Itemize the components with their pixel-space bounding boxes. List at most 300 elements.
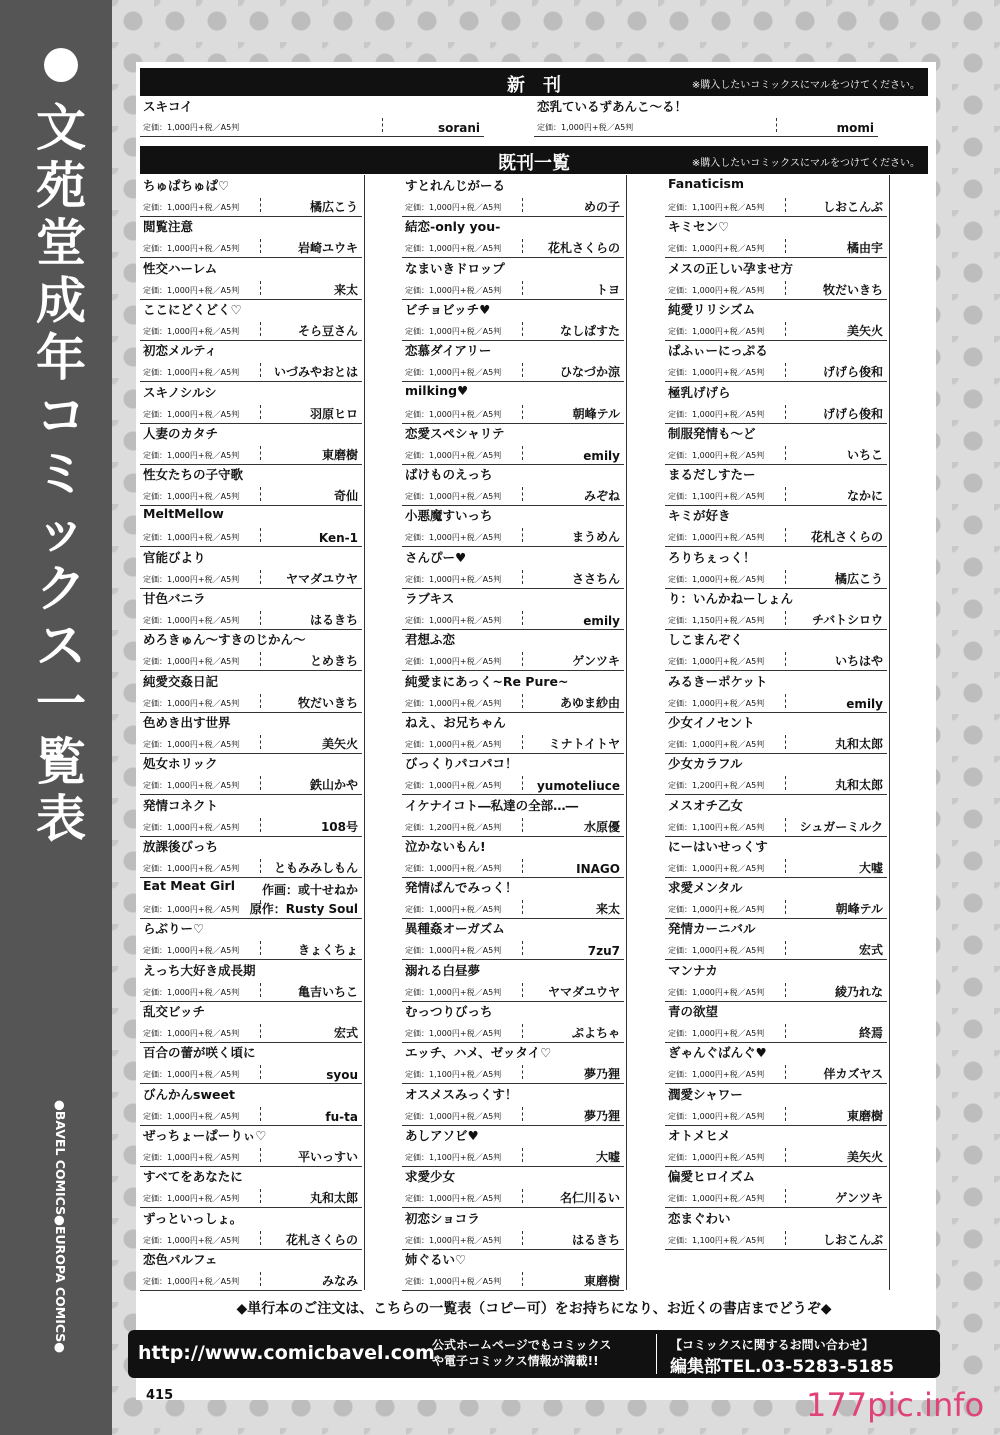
- sidebar-title-char: ミ: [36, 444, 86, 503]
- book-price: 定価：1,000円+税／A5判: [143, 740, 240, 749]
- book-title: ラブキス: [405, 591, 455, 606]
- price-author-divider: [522, 322, 523, 337]
- price-author-divider: [785, 281, 786, 296]
- book-price: 定価：1,200円+税／A5判: [405, 823, 502, 832]
- book-title: ねえ、お兄ちゃん: [405, 715, 506, 730]
- price-author-divider: [260, 487, 261, 502]
- book-entry: [534, 96, 878, 137]
- price-author-divider: [785, 900, 786, 915]
- book-author: 橘広こう: [309, 200, 358, 214]
- book-entry: [665, 1166, 887, 1208]
- price-author-divider: [260, 528, 261, 543]
- book-price: 定価：1,000円+税／A5判: [668, 864, 765, 873]
- book-title: り：いんかねーしょん: [668, 591, 794, 606]
- book-entry: [665, 1001, 887, 1043]
- book-author: 東磨樹: [583, 1274, 620, 1288]
- book-title: メスオチ乙女: [668, 798, 744, 813]
- book-title: 乱交ビッチ: [143, 1004, 206, 1019]
- book-entry: [140, 258, 362, 300]
- book-entry: [665, 299, 887, 341]
- book-entry: [665, 216, 887, 258]
- book-entry: [140, 629, 362, 671]
- book-price: 定価：1,000円+税／A5判: [668, 410, 765, 419]
- price-author-divider: [522, 818, 523, 833]
- price-author-divider: [785, 1231, 786, 1246]
- footer-info-line2: や電子コミックス情報が満載!!: [432, 1354, 599, 1368]
- backlist-title: 既刊一覧: [498, 153, 570, 174]
- book-author: ゲンツキ: [835, 1191, 883, 1205]
- book-entry: [402, 1042, 624, 1084]
- book-price: 定価：1,150円+税／A5判: [668, 616, 765, 625]
- book-price: 定価：1,000円+税／A5判: [143, 1112, 240, 1121]
- book-price: 定価：1,000円+税／A5判: [143, 1153, 240, 1162]
- book-author: 丸和太郎: [309, 1191, 358, 1205]
- price-author-divider: [522, 1024, 523, 1039]
- book-author: 宏式: [333, 1026, 358, 1040]
- book-price: 定価：1,000円+税／A5判: [143, 657, 240, 666]
- book-title: しこまんぞく: [668, 632, 744, 647]
- book-author-original: 原作：Rusty Soul: [249, 902, 358, 916]
- book-author: emily: [583, 449, 620, 463]
- sidebar-title-char: 文: [36, 99, 86, 157]
- book-author: チバトシロウ: [811, 613, 883, 627]
- book-price: 定価：1,000円+税／A5判: [143, 492, 240, 501]
- book-title: 純愛まにあっく~Re Pure~: [405, 674, 569, 689]
- book-entry: [665, 505, 887, 547]
- book-title: めろきゅん～すきのじかん～: [143, 632, 306, 647]
- book-author: 美矢火: [846, 324, 883, 338]
- price-author-divider: [785, 239, 786, 254]
- book-author: 来太: [333, 283, 358, 297]
- book-author: げげら俊和: [822, 407, 883, 421]
- book-author: 宏式: [858, 943, 883, 957]
- price-author-divider: [522, 694, 523, 709]
- book-author: 7zu7: [587, 944, 620, 958]
- price-author-divider: [260, 446, 261, 461]
- price-author-divider: [785, 322, 786, 337]
- book-author: シュガーミルク: [799, 820, 883, 834]
- book-author: 橘由宇: [846, 241, 883, 255]
- book-title: えっち大好き成長期: [143, 963, 256, 978]
- book-title: 人妻のカタチ: [143, 426, 219, 441]
- book-title: スキノシルシ: [143, 385, 217, 400]
- backlist-header: [140, 146, 928, 174]
- book-price: 定価：1,000円+税／A5判: [405, 905, 502, 914]
- price-author-divider: [260, 322, 261, 337]
- book-author: あゆま紗由: [559, 696, 620, 710]
- book-title: 潤愛シャワー: [668, 1087, 743, 1102]
- book-entry: [402, 753, 624, 795]
- book-title: 甘色バニラ: [143, 591, 206, 606]
- book-title: らぶりー♡: [143, 921, 205, 936]
- book-author: fu-ta: [325, 1110, 358, 1124]
- book-entry: [402, 1249, 624, 1291]
- book-entry: [665, 1042, 887, 1084]
- book-title: にーはいせっくす: [668, 839, 768, 854]
- page-number: 415: [146, 1388, 174, 1403]
- book-title: 色めき出す世界: [143, 715, 231, 730]
- price-author-divider: [785, 1024, 786, 1039]
- book-price: 定価：1,000円+税／A5判: [668, 988, 765, 997]
- book-author: 丸和太郎: [834, 737, 883, 751]
- price-author-divider: [785, 198, 786, 213]
- book-entry: [402, 712, 624, 754]
- book-author: ヤマダユウヤ: [285, 572, 358, 586]
- book-entry: [140, 175, 362, 217]
- book-author: 奇仙: [333, 489, 358, 503]
- book-title: 恋慕ダイアリー: [405, 343, 492, 358]
- book-price: 定価：1,000円+税／A5判: [405, 410, 502, 419]
- book-price: 定価：1,000円+税／A5判: [537, 123, 634, 132]
- book-entry: [665, 423, 887, 465]
- book-entry: [140, 96, 484, 137]
- book-author: INAGO: [576, 862, 620, 876]
- book-price: 定価：1,000円+税／A5判: [405, 864, 502, 873]
- price-author-divider: [260, 363, 261, 378]
- book-title: みるきーポケット: [668, 674, 768, 689]
- price-author-divider: [522, 446, 523, 461]
- book-price: 定価：1,000円+税／A5判: [668, 1112, 765, 1121]
- book-title: ろりちぇっく！: [668, 550, 756, 565]
- book-title: ずっといっしょ。: [143, 1211, 243, 1226]
- price-author-divider: [522, 363, 523, 378]
- book-author: momi: [836, 121, 874, 135]
- book-title: 少女カラフル: [668, 756, 743, 771]
- book-title: ぜっちょーぱーりぃ♡: [143, 1128, 267, 1143]
- price-author-divider: [522, 405, 523, 420]
- book-price: 定価：1,000円+税／A5判: [143, 286, 240, 295]
- book-price: 定価：1,000円+税／A5判: [143, 864, 240, 873]
- book-title: 官能びより: [143, 550, 206, 565]
- book-price: 定価：1,100円+税／A5判: [668, 492, 765, 501]
- price-author-divider: [260, 818, 261, 833]
- book-title: 少女イノセント: [668, 715, 755, 730]
- book-entry: [140, 877, 362, 919]
- book-title: すとれんじがーる: [405, 178, 506, 193]
- book-author: 108号: [320, 820, 358, 834]
- new-releases-header: [140, 68, 928, 96]
- book-price: 定価：1,000円+税／A5判: [668, 1194, 765, 1203]
- book-title: 純愛交姦日記: [143, 674, 219, 689]
- watermark: 177pic.info: [806, 1386, 985, 1424]
- book-price: 定価：1,000円+税／A5判: [405, 327, 502, 336]
- book-entry: [402, 588, 624, 630]
- price-author-divider: [785, 487, 786, 502]
- price-author-divider: [260, 1272, 261, 1287]
- book-price: 定価：1,100円+税／A5判: [405, 1153, 502, 1162]
- book-price: 定価：1,000円+税／A5判: [668, 244, 765, 253]
- book-author: いちはや: [834, 654, 883, 668]
- book-entry: [402, 795, 624, 837]
- book-price: 定価：1,000円+税／A5判: [405, 492, 502, 501]
- book-price: 定価：1,000円+税／A5判: [668, 1029, 765, 1038]
- book-price: 定価：1,000円+税／A5判: [143, 327, 240, 336]
- book-price: 定価：1,100円+税／A5判: [668, 823, 765, 832]
- book-author: 岩崎ユウキ: [297, 241, 358, 255]
- sidebar-title-char: 一: [36, 674, 86, 733]
- book-entry: [140, 671, 362, 713]
- sidebar-title-char: 成: [36, 271, 86, 330]
- column-divider: [626, 175, 627, 1290]
- book-entry: [140, 547, 362, 589]
- book-entry: [402, 340, 624, 382]
- book-price: 定価：1,000円+税／A5判: [405, 946, 502, 955]
- book-author: emily: [846, 697, 883, 711]
- price-author-divider: [522, 1065, 523, 1080]
- book-entry: [402, 918, 624, 960]
- book-author: syou: [326, 1068, 358, 1082]
- book-title: まるだしすたー: [668, 467, 756, 482]
- book-author: 作画：或十せねか: [261, 883, 358, 897]
- book-price: 定価：1,000円+税／A5判: [143, 616, 240, 625]
- book-entry: [140, 1208, 362, 1250]
- book-author: 朝峰テル: [835, 902, 883, 916]
- book-price: 定価：1,000円+税／A5判: [143, 1277, 240, 1286]
- book-author: emily: [583, 614, 620, 628]
- book-title: 発情コネクト: [143, 798, 219, 813]
- book-entry: [665, 547, 887, 589]
- price-author-divider: [260, 239, 261, 254]
- book-price: 定価：1,000円+税／A5判: [405, 451, 502, 460]
- book-author: 終焉: [858, 1026, 883, 1040]
- book-author: ヤマダユウヤ: [547, 985, 620, 999]
- book-price: 定価：1,000円+税／A5判: [405, 368, 502, 377]
- book-title: ぱふぃーにっぷる: [668, 343, 768, 358]
- book-price: 定価：1,000円+税／A5判: [143, 1070, 240, 1079]
- book-price: 定価：1,000円+税／A5判: [668, 946, 765, 955]
- book-title: 恋乳ているずあんこ～る！: [537, 99, 688, 114]
- price-author-divider: [522, 281, 523, 296]
- book-author: 牧だいきち: [822, 283, 883, 297]
- sidebar-title: [18, 100, 104, 849]
- column-divider: [364, 175, 365, 1290]
- book-price: 定価：1,000円+税／A5判: [405, 1277, 502, 1286]
- price-author-divider: [260, 1189, 261, 1204]
- book-entry: [140, 1125, 362, 1167]
- book-author: sorani: [437, 121, 480, 135]
- book-price: 定価：1,000円+税／A5判: [668, 533, 765, 542]
- book-author: めの子: [583, 200, 620, 214]
- price-author-divider: [522, 1107, 523, 1122]
- book-price: 定価：1,000円+税／A5判: [143, 123, 240, 132]
- book-price: 定価：1,000円+税／A5判: [143, 988, 240, 997]
- book-author: 平いっすい: [297, 1150, 358, 1164]
- book-price: 定価：1,000円+税／A5判: [405, 533, 502, 542]
- book-title: ぎゃんぐばんぐ♥: [668, 1045, 767, 1060]
- book-author: げげら俊和: [822, 365, 883, 379]
- book-price: 定価：1,000円+税／A5判: [668, 451, 765, 460]
- book-entry: [402, 960, 624, 1002]
- book-price: 定価：1,100円+税／A5判: [668, 203, 765, 212]
- price-author-divider: [785, 1189, 786, 1204]
- price-author-divider: [522, 1272, 523, 1287]
- sidebar-title-char: 表: [36, 790, 86, 849]
- book-title: 放課後びっち: [143, 839, 219, 854]
- price-author-divider: [785, 859, 786, 874]
- book-title: ビチョビッチ♥: [405, 302, 491, 317]
- price-author-divider: [522, 652, 523, 667]
- price-author-divider: [260, 983, 261, 998]
- book-author: そら豆さん: [297, 324, 358, 338]
- price-author-divider: [260, 1107, 261, 1122]
- book-price: 定価：1,000円+税／A5判: [668, 286, 765, 295]
- book-entry: [140, 836, 362, 878]
- book-price: 定価：1,100円+税／A5判: [668, 1236, 765, 1245]
- book-price: 定価：1,000円+税／A5判: [405, 1236, 502, 1245]
- book-price: 定価：1,000円+税／A5判: [405, 203, 502, 212]
- book-title: スキコイ: [143, 99, 193, 114]
- book-title: マンナカ: [668, 963, 718, 978]
- book-entry: [140, 382, 362, 424]
- book-title: すべてをあなたに: [143, 1169, 243, 1184]
- book-title: びんかんsweet: [143, 1087, 235, 1102]
- price-author-divider: [785, 570, 786, 585]
- price-author-divider: [785, 983, 786, 998]
- price-author-divider: [260, 611, 261, 626]
- book-entry: [402, 671, 624, 713]
- price-author-divider: [522, 487, 523, 502]
- price-author-divider: [522, 1189, 523, 1204]
- book-title: なまいきドロップ: [405, 261, 505, 276]
- book-price: 定価：1,000円+税／A5判: [405, 286, 502, 295]
- book-author: まうめん: [571, 530, 620, 544]
- book-author: いづみやおとは: [273, 365, 358, 379]
- book-entry: [140, 588, 362, 630]
- book-entry: [402, 464, 624, 506]
- book-author: トヨ: [595, 283, 620, 297]
- book-price: 定価：1,000円+税／A5判: [668, 575, 765, 584]
- sidebar: [0, 0, 112, 1435]
- book-entry: [402, 1208, 624, 1250]
- price-author-divider: [260, 570, 261, 585]
- book-price: 定価：1,000円+税／A5判: [405, 244, 502, 253]
- book-title: 小悪魔すいっち: [405, 508, 493, 523]
- book-entry: [140, 712, 362, 754]
- price-author-divider: [522, 198, 523, 213]
- book-entry: [140, 960, 362, 1002]
- price-author-divider: [785, 363, 786, 378]
- price-author-divider: [785, 818, 786, 833]
- book-author: 花札さくらの: [285, 1233, 358, 1247]
- book-author: 花札さくらの: [547, 241, 620, 255]
- book-price: 定価：1,000円+税／A5判: [405, 1194, 502, 1203]
- sidebar-title-char: ス: [36, 617, 86, 676]
- book-author: みぞね: [583, 489, 620, 503]
- book-price: 定価：1,000円+税／A5判: [143, 575, 240, 584]
- book-title: Fanaticism: [668, 176, 744, 191]
- book-entry: [402, 382, 624, 424]
- book-entry: [665, 340, 887, 382]
- price-author-divider: [785, 776, 786, 791]
- price-author-divider: [260, 652, 261, 667]
- price-author-divider: [260, 1148, 261, 1163]
- book-entry: [665, 1084, 887, 1126]
- book-entry: [402, 877, 624, 919]
- book-author: 羽原ヒロ: [309, 407, 358, 421]
- book-price: 定価：1,000円+税／A5判: [405, 616, 502, 625]
- price-author-divider: [522, 900, 523, 915]
- book-entry: [402, 629, 624, 671]
- book-title: 偏愛ヒロイズム: [668, 1169, 756, 1184]
- price-author-divider: [776, 118, 777, 132]
- book-title: 制服発情も～ど: [668, 426, 756, 441]
- book-title: 結恋-only you-: [405, 219, 501, 234]
- book-author: しおこんぶ: [822, 200, 883, 214]
- price-author-divider: [260, 281, 261, 296]
- price-author-divider: [785, 446, 786, 461]
- book-title: 処女ホリック: [143, 756, 218, 771]
- book-entry: [140, 1001, 362, 1043]
- website-url: http://www.comicbavel.com: [138, 1342, 435, 1364]
- price-author-divider: [522, 941, 523, 956]
- book-entry: [402, 505, 624, 547]
- price-author-divider: [522, 1231, 523, 1246]
- book-entry: [402, 175, 624, 217]
- book-entry: [665, 629, 887, 671]
- book-title: Eat Meat Girl: [143, 878, 235, 893]
- book-entry: [402, 299, 624, 341]
- book-title: 発情ぱんでみっく！: [405, 880, 518, 895]
- book-author: 亀吉いちこ: [297, 985, 358, 999]
- book-entry: [140, 1084, 362, 1126]
- price-author-divider: [260, 405, 261, 420]
- book-entry: [140, 423, 362, 465]
- book-title: 君想ふ恋: [405, 632, 456, 647]
- book-title: 恋愛スペシャリテ: [405, 426, 505, 441]
- book-price: 定価：1,000円+税／A5判: [405, 575, 502, 584]
- price-author-divider: [522, 1148, 523, 1163]
- order-notice: ◆単行本のご注文は、こちらの一覧表（コピー可）をお持ちになり、お近くの書店までどうぞ◆: [236, 1301, 832, 1317]
- book-author: 大嘘: [595, 1150, 620, 1164]
- book-title: 恋色パルフェ: [143, 1252, 218, 1267]
- book-title: メスの正しい孕ませ方: [668, 261, 794, 276]
- book-entry: [665, 836, 887, 878]
- book-price: 定価：1,200円+税／A5判: [668, 781, 765, 790]
- book-author: 丸和太郎: [834, 778, 883, 792]
- book-price: 定価：1,000円+税／A5判: [668, 905, 765, 914]
- book-entry: [665, 960, 887, 1002]
- book-title: 泣かないもん!: [405, 839, 486, 854]
- book-price: 定価：1,000円+税／A5判: [143, 699, 240, 708]
- book-title: 溺れる白昼夢: [405, 963, 481, 978]
- book-entry: [665, 712, 887, 754]
- book-title: 初恋ショコラ: [405, 1211, 480, 1226]
- book-entry: [665, 795, 887, 837]
- price-author-divider: [785, 528, 786, 543]
- book-price: 定価：1,000円+税／A5判: [143, 781, 240, 790]
- price-author-divider: [522, 735, 523, 750]
- book-title: 性交ハーレム: [143, 261, 218, 276]
- backlist-note: ※購入したいコミックスにマルをつけてください。: [691, 158, 920, 169]
- book-author: ゲンツキ: [572, 654, 620, 668]
- new-releases-note: ※購入したいコミックスにマルをつけてください。: [691, 80, 920, 91]
- book-entry: [140, 299, 362, 341]
- price-author-divider: [260, 198, 261, 213]
- book-author: Ken-1: [318, 531, 358, 545]
- book-entry: [665, 1208, 887, 1250]
- book-price: 定価：1,000円+税／A5判: [143, 946, 240, 955]
- book-title: 純愛リリシズム: [668, 302, 756, 317]
- book-entry: [402, 1001, 624, 1043]
- book-price: 定価：1,000円+税／A5判: [405, 699, 502, 708]
- price-author-divider: [522, 859, 523, 874]
- book-price: 定価：1,000円+税／A5判: [143, 451, 240, 460]
- book-title: オスメスみっくす！: [405, 1087, 518, 1102]
- book-entry: [402, 423, 624, 465]
- sidebar-title-char: ッ: [36, 502, 86, 561]
- book-title: キミが好き: [668, 508, 731, 523]
- book-author: 東磨樹: [321, 448, 358, 462]
